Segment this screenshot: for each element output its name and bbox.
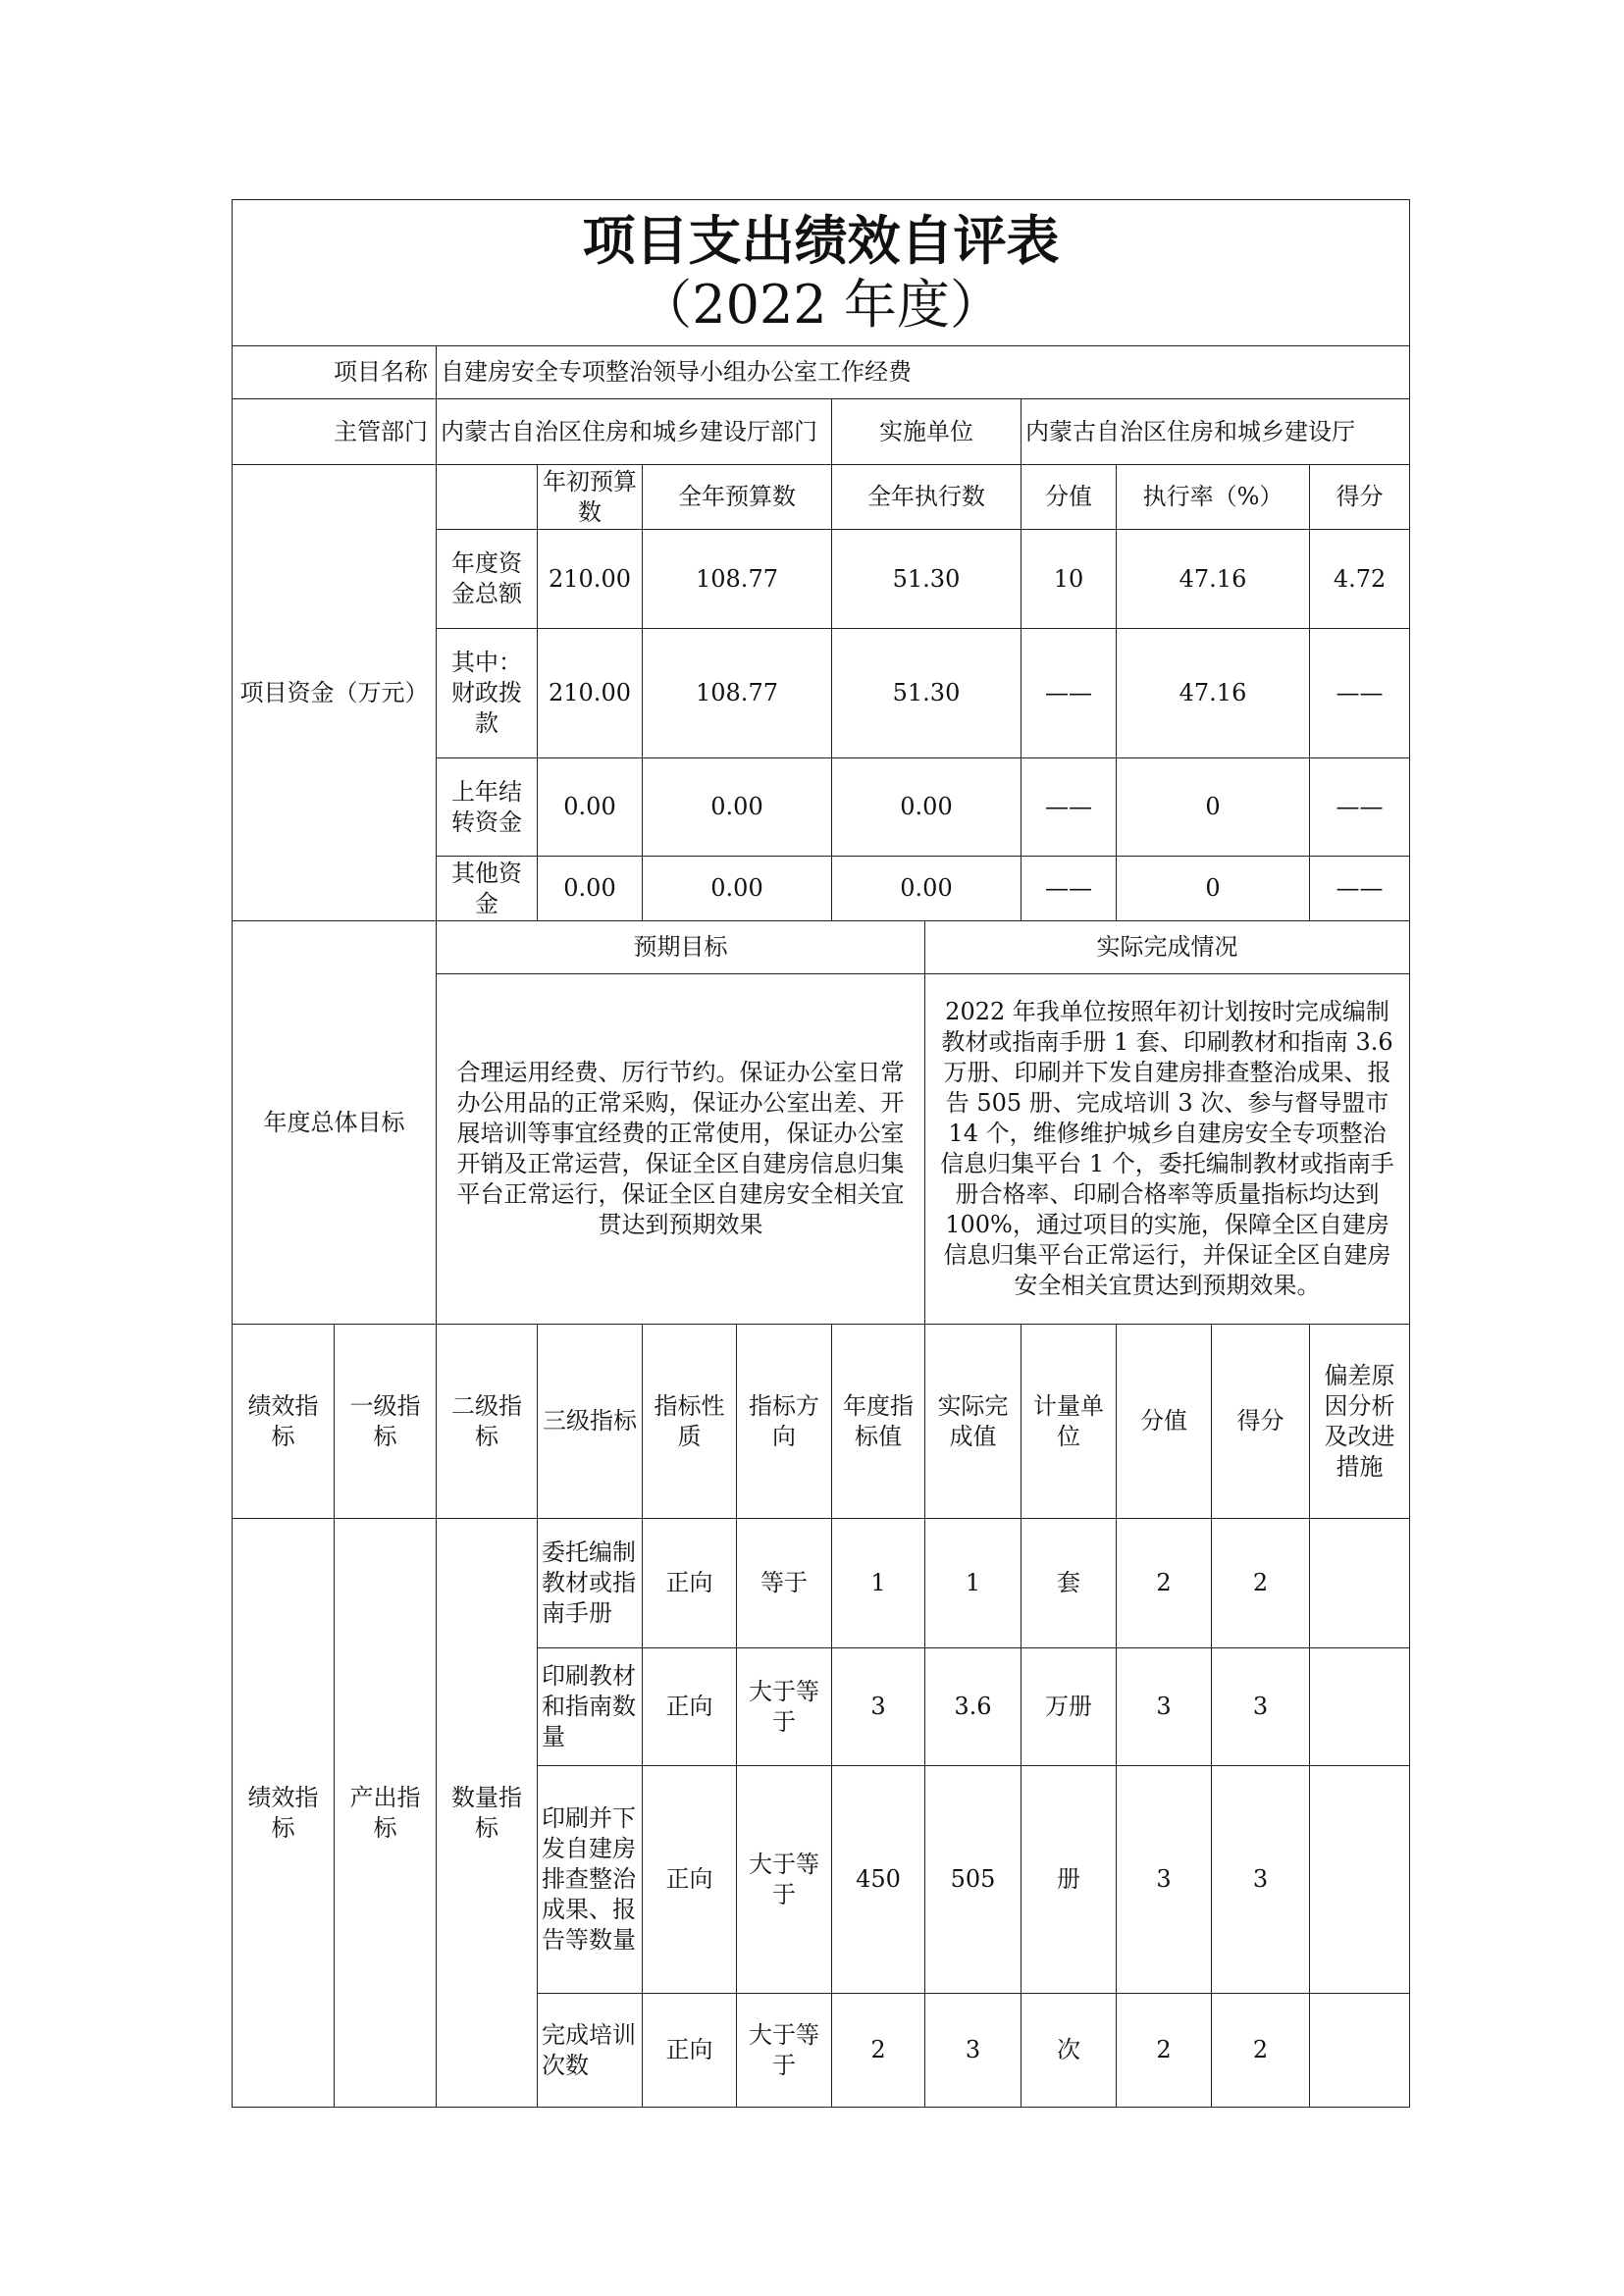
perf-indicator-name: 完成培训次数 bbox=[538, 1994, 643, 2108]
perf-unit: 万册 bbox=[1022, 1648, 1117, 1766]
funds-rate: 0 bbox=[1117, 857, 1310, 921]
funds-header-rate: 执行率（%） bbox=[1117, 465, 1310, 530]
perf-header-score: 得分 bbox=[1212, 1325, 1310, 1519]
funds-header-annual: 全年预算数 bbox=[643, 465, 832, 530]
funds-initial: 0.00 bbox=[538, 857, 643, 921]
perf-score: 3 bbox=[1212, 1766, 1310, 1994]
funds-score-value: 10 bbox=[1022, 530, 1117, 629]
funds-row-label: 上年结转资金 bbox=[437, 758, 538, 857]
perf-nature: 正向 bbox=[643, 1519, 737, 1648]
unit-value: 内蒙古自治区住房和城乡建设厅 bbox=[1022, 399, 1410, 465]
actual-completion-text: 2022 年我单位按照年初计划按时完成编制教材或指南手册 1 套、印刷教材和指南 3.6 万册、印刷并下发自建房排查整治成果、报告 505 册、完成培训 3 次、参与督导盟市 14 个，维修维护城乡自建房安全专项整治信息归集平台 1 个，委托编制教材或指南手册合格率、印刷合格率等质量指标均达到 100%，通过项目的实施，保障全区自建房信息归集平台正常运行，并保证全区自建房安全相关宜贯达到预期效果。 bbox=[925, 974, 1410, 1325]
perf-target: 450 bbox=[832, 1766, 925, 1994]
perf-unit: 册 bbox=[1022, 1766, 1117, 1994]
perf-unit: 套 bbox=[1022, 1519, 1117, 1648]
actual-completion-header: 实际完成情况 bbox=[925, 921, 1410, 974]
perf-deviation bbox=[1310, 1519, 1410, 1648]
funds-rate: 47.16 bbox=[1117, 530, 1310, 629]
funds-executed: 51.30 bbox=[832, 530, 1022, 629]
unit-label: 实施单位 bbox=[832, 399, 1022, 465]
perf-target: 2 bbox=[832, 1994, 925, 2108]
perf-deviation bbox=[1310, 1648, 1410, 1766]
funds-annual: 108.77 bbox=[643, 629, 832, 758]
perf-header-score-value: 分值 bbox=[1117, 1325, 1212, 1519]
perf-header-row bbox=[233, 1325, 1410, 1519]
perf-score-value: 2 bbox=[1117, 1519, 1212, 1648]
perf-indicator-name: 委托编制教材或指南手册 bbox=[538, 1519, 643, 1648]
funds-row-label: 年度资金总额 bbox=[437, 530, 538, 629]
perf-actual: 3.6 bbox=[925, 1648, 1022, 1766]
funds-annual: 0.00 bbox=[643, 857, 832, 921]
funds-header-score: 得分 bbox=[1310, 465, 1410, 530]
funds-header-blank bbox=[437, 465, 538, 530]
funds-score: 4.72 bbox=[1310, 530, 1410, 629]
perf-nature: 正向 bbox=[643, 1994, 737, 2108]
perf-direction: 大于等于 bbox=[737, 1994, 832, 2108]
perf-target: 1 bbox=[832, 1519, 925, 1648]
perf-row bbox=[233, 1519, 1410, 1648]
perf-score: 2 bbox=[1212, 1519, 1310, 1648]
funds-annual: 108.77 bbox=[643, 530, 832, 629]
perf-direction: 大于等于 bbox=[737, 1766, 832, 1994]
perf-header-level1: 一级指标 bbox=[335, 1325, 437, 1519]
perf-level2-label: 数量指标 bbox=[437, 1519, 538, 2108]
perf-deviation bbox=[1310, 1994, 1410, 2108]
funds-header-score-value: 分值 bbox=[1022, 465, 1117, 530]
perf-target: 3 bbox=[832, 1648, 925, 1766]
form-title bbox=[233, 200, 1410, 346]
perf-header-actual: 实际完成值 bbox=[925, 1325, 1022, 1519]
title-year: （2022 年度） bbox=[639, 274, 1003, 336]
funds-label: 项目资金（万元） bbox=[233, 465, 437, 921]
annual-goal-label: 年度总体目标 bbox=[233, 921, 437, 1325]
perf-header-group: 绩效指标 bbox=[233, 1325, 335, 1519]
perf-score: 2 bbox=[1212, 1994, 1310, 2108]
funds-header-initial: 年初预算数 bbox=[538, 465, 643, 530]
perf-header-direction: 指标方向 bbox=[737, 1325, 832, 1519]
funds-score-value: —— bbox=[1022, 857, 1117, 921]
perf-header-level2: 二级指标 bbox=[437, 1325, 538, 1519]
funds-annual: 0.00 bbox=[643, 758, 832, 857]
funds-executed: 0.00 bbox=[832, 857, 1022, 921]
title-text: 项目支出绩效自评表 bbox=[582, 209, 1060, 272]
self-evaluation-table bbox=[232, 199, 1410, 2108]
perf-deviation bbox=[1310, 1766, 1410, 1994]
perf-unit: 次 bbox=[1022, 1994, 1117, 2108]
funds-executed: 51.30 bbox=[832, 629, 1022, 758]
funds-score-value: —— bbox=[1022, 629, 1117, 758]
perf-header-deviation: 偏差原因分析及改进措施 bbox=[1310, 1325, 1410, 1519]
perf-level1-label: 产出指标 bbox=[335, 1519, 437, 2108]
funds-header-executed: 全年执行数 bbox=[832, 465, 1022, 530]
funds-score: —— bbox=[1310, 758, 1410, 857]
funds-rate: 47.16 bbox=[1117, 629, 1310, 758]
perf-nature: 正向 bbox=[643, 1648, 737, 1766]
funds-score: —— bbox=[1310, 629, 1410, 758]
perf-indicator-name: 印刷教材和指南数量 bbox=[538, 1648, 643, 1766]
dept-value: 内蒙古自治区住房和城乡建设厅部门 bbox=[437, 399, 832, 465]
funds-row-label: 其他资金 bbox=[437, 857, 538, 921]
perf-header-target: 年度指标值 bbox=[832, 1325, 925, 1519]
funds-initial: 0.00 bbox=[538, 758, 643, 857]
perf-score: 3 bbox=[1212, 1648, 1310, 1766]
funds-score: —— bbox=[1310, 857, 1410, 921]
perf-header-level3: 三级指标 bbox=[538, 1325, 643, 1519]
expected-goal-header: 预期目标 bbox=[437, 921, 925, 974]
dept-label: 主管部门 bbox=[233, 399, 437, 465]
perf-direction: 大于等于 bbox=[737, 1648, 832, 1766]
project-name-value: 自建房安全专项整治领导小组办公室工作经费 bbox=[437, 346, 1410, 399]
perf-header-unit: 计量单位 bbox=[1022, 1325, 1117, 1519]
perf-actual: 3 bbox=[925, 1994, 1022, 2108]
perf-score-value: 2 bbox=[1117, 1994, 1212, 2108]
funds-initial: 210.00 bbox=[538, 530, 643, 629]
perf-header-nature: 指标性质 bbox=[643, 1325, 737, 1519]
perf-indicator-name: 印刷并下发自建房排查整治成果、报告等数量 bbox=[538, 1766, 643, 1994]
funds-rate: 0 bbox=[1117, 758, 1310, 857]
perf-score-value: 3 bbox=[1117, 1766, 1212, 1994]
funds-executed: 0.00 bbox=[832, 758, 1022, 857]
perf-nature: 正向 bbox=[643, 1766, 737, 1994]
perf-direction: 等于 bbox=[737, 1519, 832, 1648]
funds-score-value: —— bbox=[1022, 758, 1117, 857]
perf-actual: 505 bbox=[925, 1766, 1022, 1994]
project-name-label: 项目名称 bbox=[233, 346, 437, 399]
funds-initial: 210.00 bbox=[538, 629, 643, 758]
perf-actual: 1 bbox=[925, 1519, 1022, 1648]
perf-score-value: 3 bbox=[1117, 1648, 1212, 1766]
perf-group-label: 绩效指标 bbox=[233, 1519, 335, 2108]
funds-row-label: 其中：财政拨款 bbox=[437, 629, 538, 758]
expected-goal-text: 合理运用经费、厉行节约。保证办公室日常办公用品的正常采购，保证办公室出差、开展培训等事宜经费的正常使用，保证办公室开销及正常运营，保证全区自建房信息归集平台正常运行，保证全区自建房安全相关宜贯达到预期效果 bbox=[437, 974, 925, 1325]
